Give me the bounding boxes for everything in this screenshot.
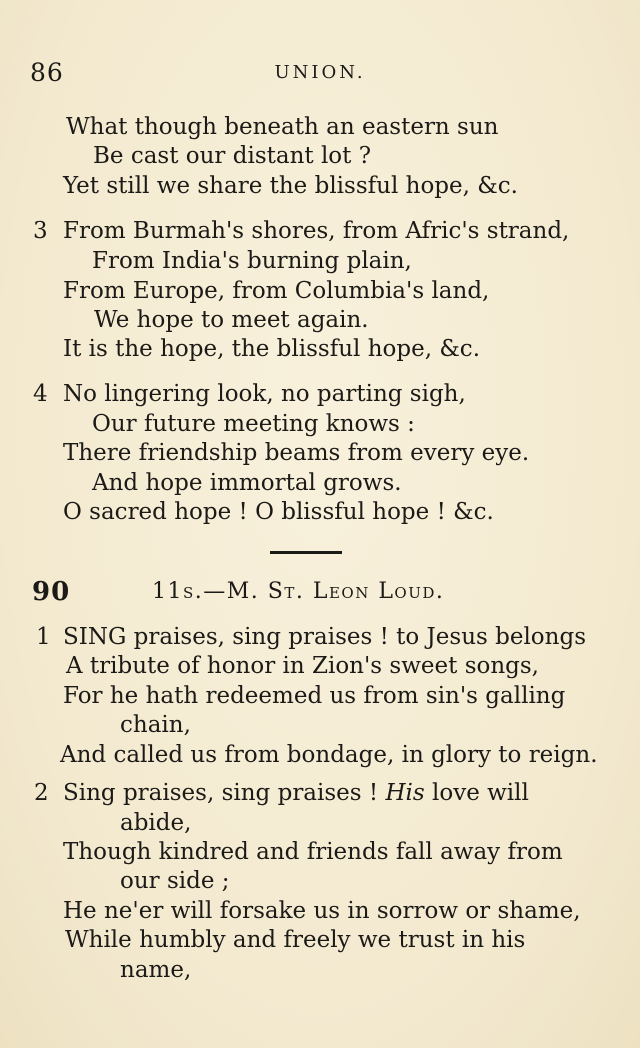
verse-line: For he hath redeemed us from sin's galling [63, 683, 566, 709]
verse-line: name, [120, 957, 192, 983]
hymn-number: 90 [32, 577, 71, 607]
running-title: UNION. [274, 62, 366, 83]
verse-line: What though beneath an eastern sun [66, 114, 499, 140]
verse-line: chain, [120, 712, 191, 738]
verse-line: It is the hope, the blissful hope, &c. [63, 336, 480, 362]
verse-line: There friendship beams from every eye. [63, 440, 530, 466]
section-divider [270, 551, 342, 554]
verse-line: Be cast our distant lot ? [93, 143, 372, 169]
verse-line: And hope immortal grows. [92, 470, 402, 496]
verse-line: While humbly and freely we trust in his [65, 927, 526, 953]
verse-line: From India's burning plain, [92, 248, 412, 274]
stanza-number: 3 [33, 218, 48, 244]
verse-line: O sacred hope ! O blissful hope ! &c. [63, 499, 494, 525]
hymn-header [0, 577, 640, 609]
stanza-number: 1 [36, 624, 51, 650]
verse-line: A tribute of honor in Zion's sweet songs, [66, 653, 539, 679]
hymn-meter-tune: 11s.—M. St. Leon Loud. [152, 579, 445, 604]
page-header [0, 58, 640, 88]
verse-line: From Europe, from Columbia's land, [63, 278, 490, 304]
verse-line: Though kindred and friends fall away from [63, 839, 563, 865]
verse-line: abide, [120, 810, 192, 836]
verse-line: our side ; [120, 868, 230, 894]
stanza-number: 2 [34, 780, 49, 806]
verse-line: Yet still we share the blissful hope, &c. [63, 173, 518, 199]
verse-line: No lingering look, no parting sigh, [63, 381, 466, 407]
stanza-number: 4 [33, 381, 48, 407]
verse-line: Our future meeting knows : [92, 411, 415, 437]
page-number: 86 [30, 58, 64, 87]
verse-line: From Burmah's shores, from Afric's strand, [63, 218, 570, 244]
verse-text: love will [432, 780, 529, 806]
verse-line: And called us from bondage, in glory to reign. [60, 742, 598, 768]
verse-text: Sing praises, sing praises ! [63, 780, 379, 806]
verse-italic-word: His [385, 780, 425, 806]
verse-line: We hope to meet again. [94, 307, 369, 333]
verse-line: He ne'er will forsake us in sorrow or shame, [63, 898, 581, 924]
verse-line [63, 778, 529, 808]
verse-line: SING praises, sing praises ! to Jesus belongs [63, 624, 586, 650]
